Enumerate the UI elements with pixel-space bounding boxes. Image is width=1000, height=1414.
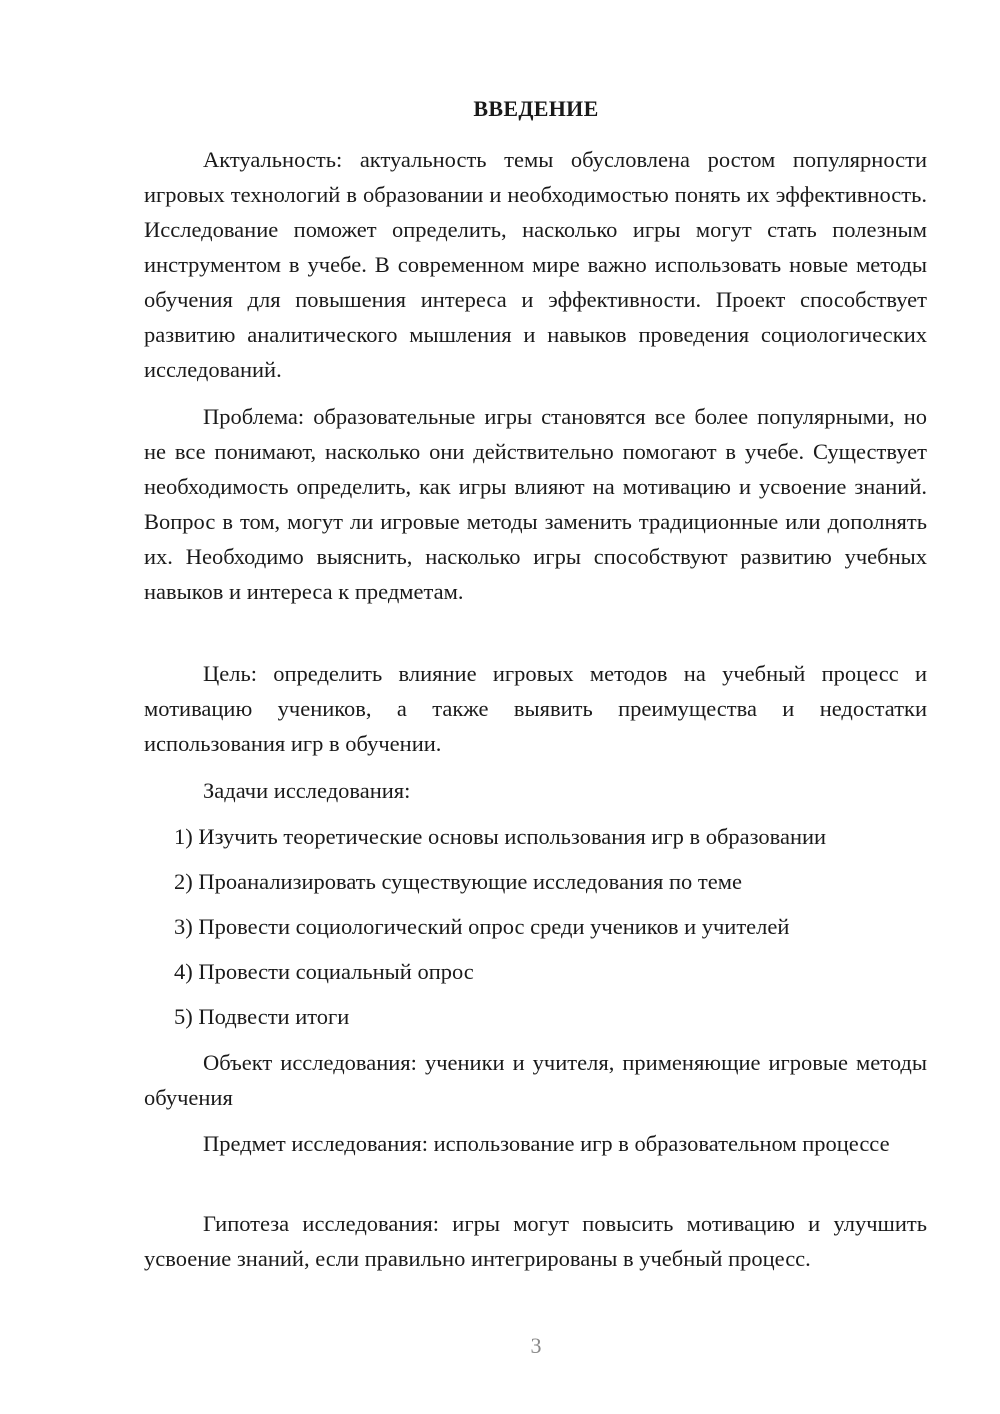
task-item: 5) Подвести итоги	[174, 1004, 350, 1029]
object-paragraph: Объект исследования: ученики и учителя, применяющие игровые методы обучения	[144, 1050, 927, 1110]
task-item: 2) Проанализировать существующие исследования по теме	[174, 869, 742, 894]
hypothesis-paragraph: Гипотеза исследования: игры могут повысить мотивацию и улучшить усвоение знаний, если правильно интегрированы в учебный процесс.	[144, 1211, 927, 1271]
goal-paragraph: Цель: определить влияние игровых методов на учебный процесс и мотивацию учеников, а также выявить преимущества и недостатки использования игр в обучении.	[144, 661, 927, 756]
relevance-paragraph: Актуальность: актуальность темы обусловлена ростом популярности игровых технологий в образовании и необходимостью понять их эффективность. Исследование поможет определить, насколько игры могут стать полезным инструментом в учебе. В современном мире важно использовать новые методы обучения для повышения интереса и эффективности. Проект способствует развитию аналитического мышления и навыков проведения социологических исследований.	[144, 147, 927, 382]
problem-paragraph: Проблема: образовательные игры становятся все более популярными, но не все понимают, насколько они действительно помогают в учебе. Существует необходимость определить, как игры влияют на мотивацию и усвоение знаний. Вопрос в том, могут ли игровые методы заменить традиционные или дополнять их. Необходимо выяснить, насколько игры способствуют развитию учебных навыков и интереса к предметам.	[144, 404, 927, 604]
page-number: 3	[530, 1333, 542, 1358]
section-heading: ВВЕДЕНИЕ	[473, 96, 599, 121]
subject-paragraph: Предмет исследования: использование игр в образовательном процессе	[203, 1131, 890, 1156]
task-item: 3) Провести социологический опрос среди учеников и учителей	[174, 914, 790, 939]
tasks-title: Задачи исследования:	[203, 778, 411, 803]
task-item: 1) Изучить теоретические основы использования игр в образовании	[174, 824, 827, 849]
task-item: 4) Провести социальный опрос	[174, 959, 474, 984]
